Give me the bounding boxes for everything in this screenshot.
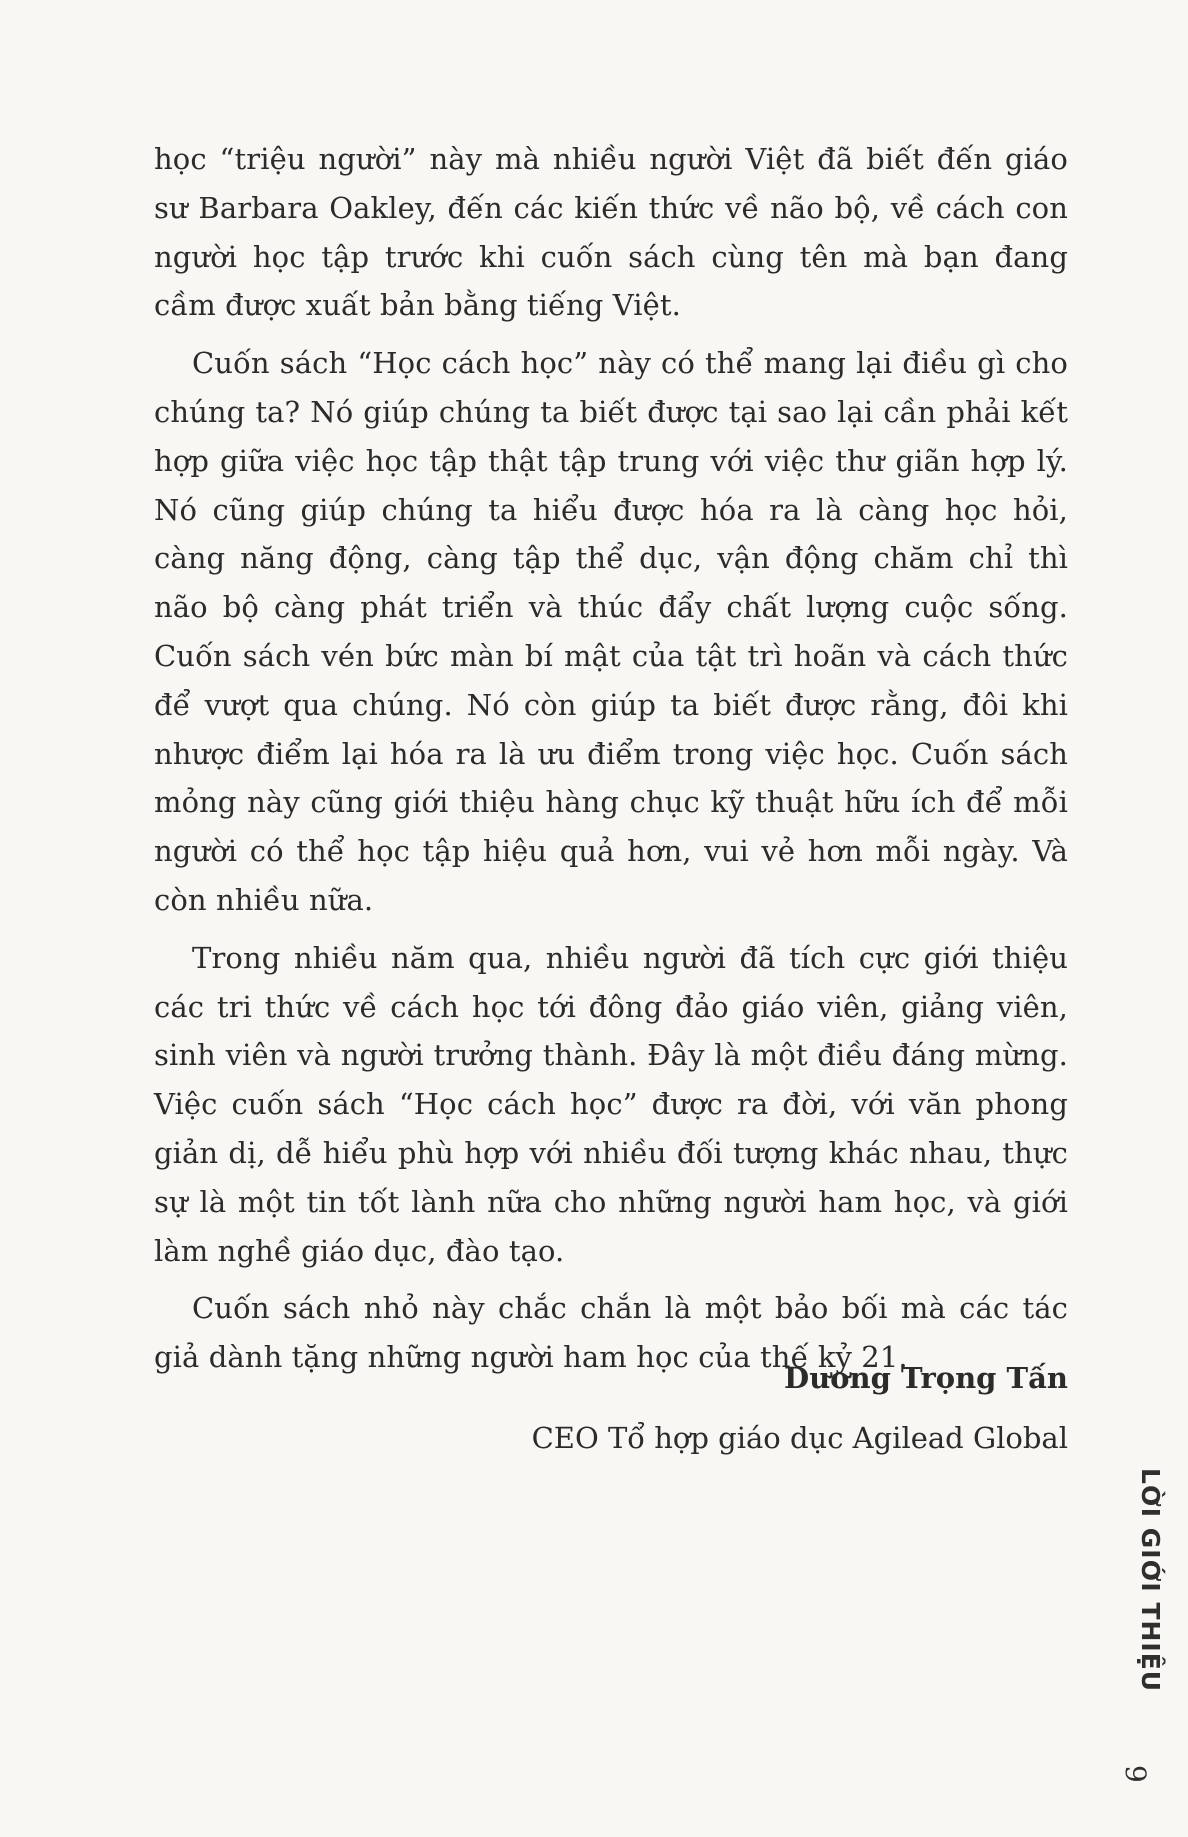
section-side-label: LỜI GIỚI THIỆU <box>1136 1468 1165 1693</box>
paragraph-closing: Cuốn sách nhỏ này chắc chắn là một bảo bối mà các tác giả dành tặng những người ham học của thế kỷ 21. <box>154 1291 1068 1375</box>
body-text <box>154 135 1068 1391</box>
signature-name: Dương Trọng Tấn <box>783 1361 1068 1395</box>
signature-role: CEO Tổ hợp giáo dục Agilead Global <box>531 1421 1068 1455</box>
paragraph-book-benefits: Cuốn sách “Học cách học” này có thể mang lại điều gì cho chúng ta? Nó giúp chúng ta biết được tại sao lại cần phải kết hợp giữa việc học tập thật tập trung với việc thư giãn hợp lý. Nó cũng giúp chúng ta hiểu được hóa ra là càng học hỏi, càng năng động, càng tập thể dục, vận động chăm chỉ thì não bộ càng phát triển và thúc đẩy chất lượng cuộc sống. Cuốn sách vén bức màn bí mật của tật trì hoãn và cách thức để vượt qua chúng. Nó còn giúp ta biết được rằng, đôi khi nhược điểm lại hóa ra là ưu điểm trong việc học. Cuốn sách mỏng này cũng giới thiệu hàng chục kỹ thuật hữu ích để mỗi người có thể học tập hiệu quả hơn, vui vẻ hơn mỗi ngày. Và còn nhiều nữa. <box>154 346 1068 917</box>
page-number: 9 <box>1119 1765 1152 1783</box>
paragraph-learning-knowledge: Trong nhiều năm qua, nhiều người đã tích cực giới thiệu các tri thức về cách học tới đông đảo giáo viên, giảng viên, sinh viên và người trưởng thành. Đây là một điều đáng mừng. Việc cuốn sách “Học cách học” được ra đời, với văn phong giản dị, dễ hiểu phù hợp với nhiều đối tượng khác nhau, thực sự là một tin tốt lành nữa cho những người ham học, và giới làm nghề giáo dục, đào tạo. <box>154 940 1068 1268</box>
paragraph-continuation: học “triệu người” này mà nhiều người Việt đã biết đến giáo sư Barbara Oakley, đến các kiến thức về não bộ, về cách con người học tập trước khi cuốn sách cùng tên mà bạn đang cầm được xuất bản bằng tiếng Việt. <box>154 142 1068 323</box>
signature-block <box>532 1348 1068 1468</box>
